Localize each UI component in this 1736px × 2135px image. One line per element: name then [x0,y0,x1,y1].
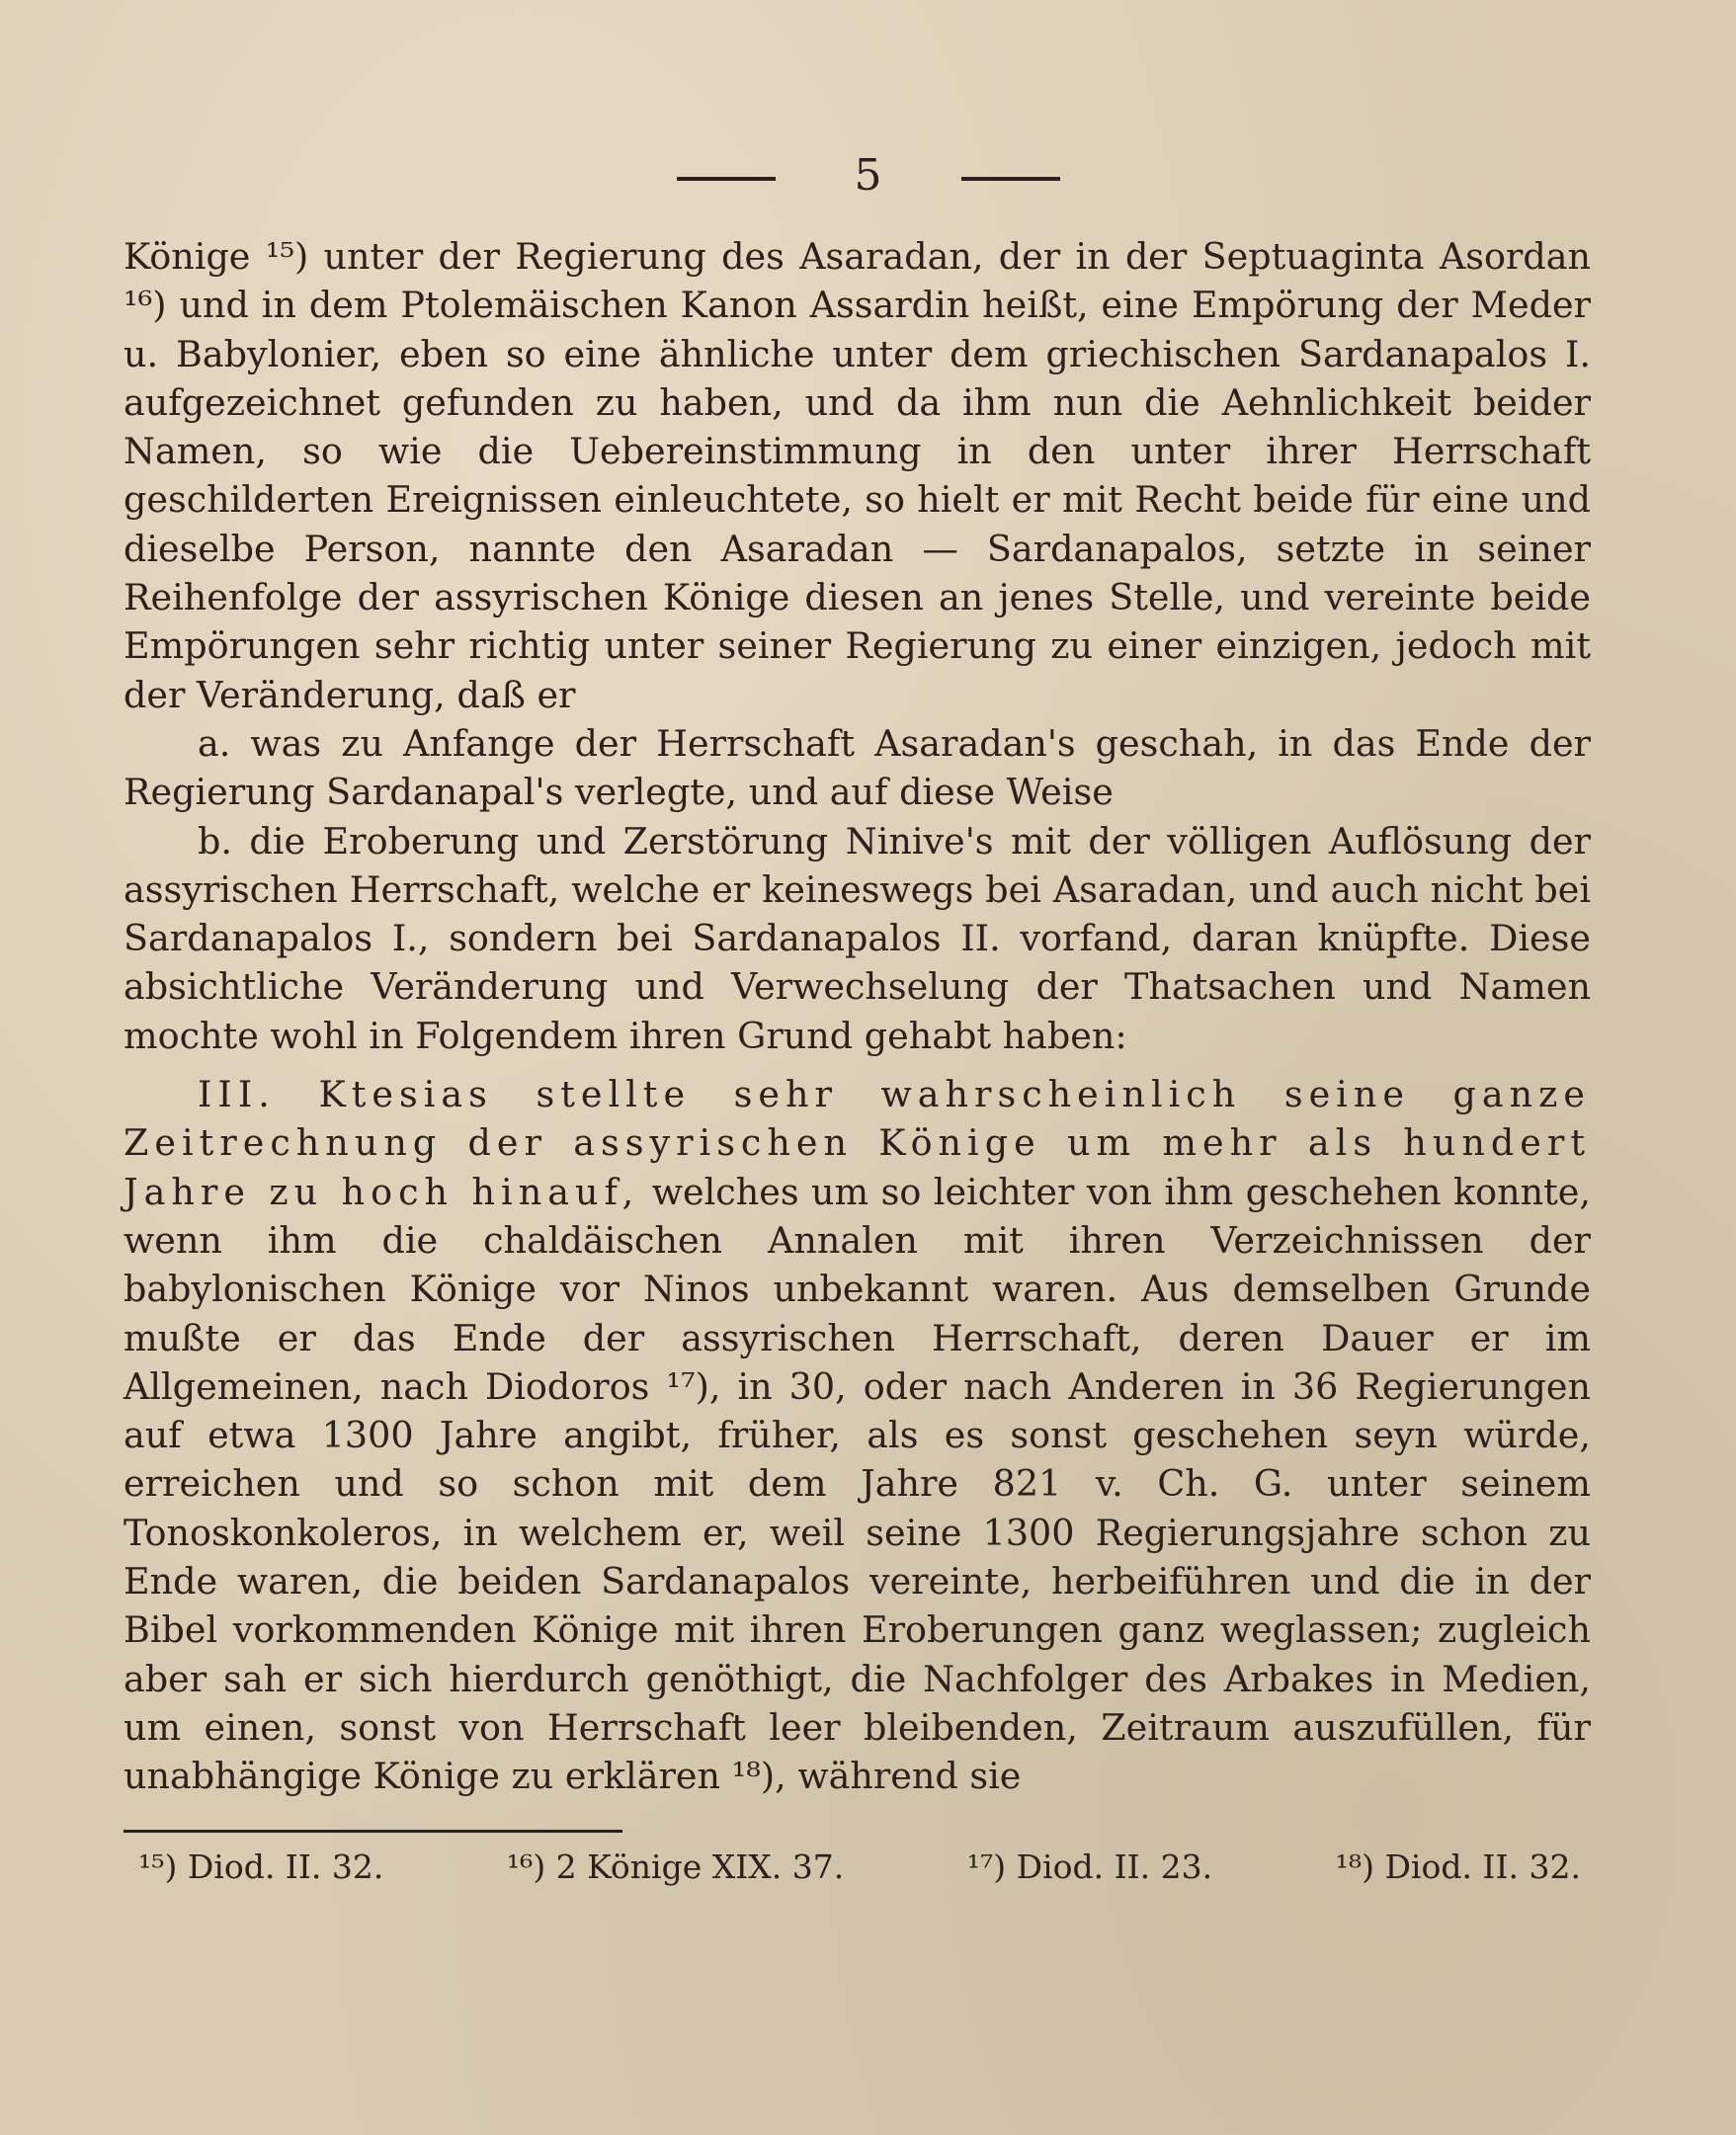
page-number: 5 [854,150,882,201]
paragraph-item-a: a. was zu Anfange der Herrschaft Asaradan's geschah, in das Ende der Regierung Sardanapal's verlegte, und auf diese Weise [124,721,1591,814]
footnote-rule [124,1830,622,1833]
footnote-18: ¹⁸) Diod. II. 32. [1335,1848,1581,1886]
paragraph-continuation: Könige ¹⁵) unter der Regierung des Asaradan, der in der Septuaginta Asordan ¹⁶) und in dem Ptolemäischen Kanon Assardin heißt, eine Empörung der Meder u. Babylonier, eben so eine ähnliche unter dem griechischen Sardanapalos I. aufgezeichnet gefunden zu haben, und da ihm nun die Aehnlichkeit beider Namen, so wie die Uebereinstimmung in den unter ihrer Herrschaft geschilderten Ereignissen einleuchtete, so hielt er mit Recht beide für eine und dieselbe Person, nannte den Asaradan — Sardanapalos, setzte in seiner Reihenfolge der assyrischen Könige diesen an jenes Stelle, und vereinte beide Empörungen sehr richtig unter seiner Regierung zu einer einzigen, jedoch mit der Veränderung, daß er [124,235,1591,716]
header-rule-right [961,177,1060,181]
header-rule-left [677,177,776,181]
body-text [124,232,1591,1801]
page-header [0,148,1736,204]
footnote-17: ¹⁷) Diod. II. 23. [966,1848,1213,1886]
footnotes [138,1846,1581,1889]
paragraph-item-b: b. die Eroberung und Zerstörung Ninive's mit der völligen Auflösung der assyrischen Herrschaft, welche er keineswegs bei Asaradan, und auch nicht bei Sardanapalos I., sondern bei Sardanapalos II. vorfand, daran knüpfte. Diese absichtliche Veränderung und Verwechselung der Thatsachen und Namen mochte wohl in Folgendem ihren Grund gehabt haben: [124,819,1591,1057]
paragraph-section-III [124,1070,1591,1800]
footnote-15: ¹⁵) Diod. II. 32. [138,1848,384,1886]
footnote-16: ¹⁶) 2 Könige XIX. 37. [506,1848,845,1886]
paragraph-III-rest: welches um so leichter von ihm geschehen konnte, wenn ihm die chaldäischen Annalen mit ihren Verzeichnissen der babylonischen Könige vor Ninos unbekannt waren. Aus demselben Grunde mußte er das Ende der assyrischen Herrschaft, deren Dauer er im Allgemeinen, nach Diodoros ¹⁷), in 30, oder nach Anderen in 36 Regierungen auf etwa 1300 Jahre angibt, früher, als es sonst geschehen seyn würde, erreichen und so schon mit dem Jahre 821 v. Ch. G. unter seinem Tonoskonkoleros, in welchem er, weil seine 1300 Regierungsjahre schon zu Ende waren, die beiden Sardanapalos vereinte, herbeiführen und die in der Bibel vorkommenden Könige mit ihren Eroberungen ganz weglassen; zugleich aber sah er sich hierdurch genöthigt, die Nachfolger des Arbakes in Medien, um einen, sonst von Herrschaft leer bleibenden, Zeitraum auszufüllen, für unabhängige Könige zu erklären ¹⁸), während sie [124,1170,1591,1798]
paragraph-III-lead: III. Ktesias stellte sehr wahrscheinlich seine ganze Zeitrechnung der assyrischen Könige um mehr als hundert Jahre zu hoch hinauf, [124,1073,1591,1213]
